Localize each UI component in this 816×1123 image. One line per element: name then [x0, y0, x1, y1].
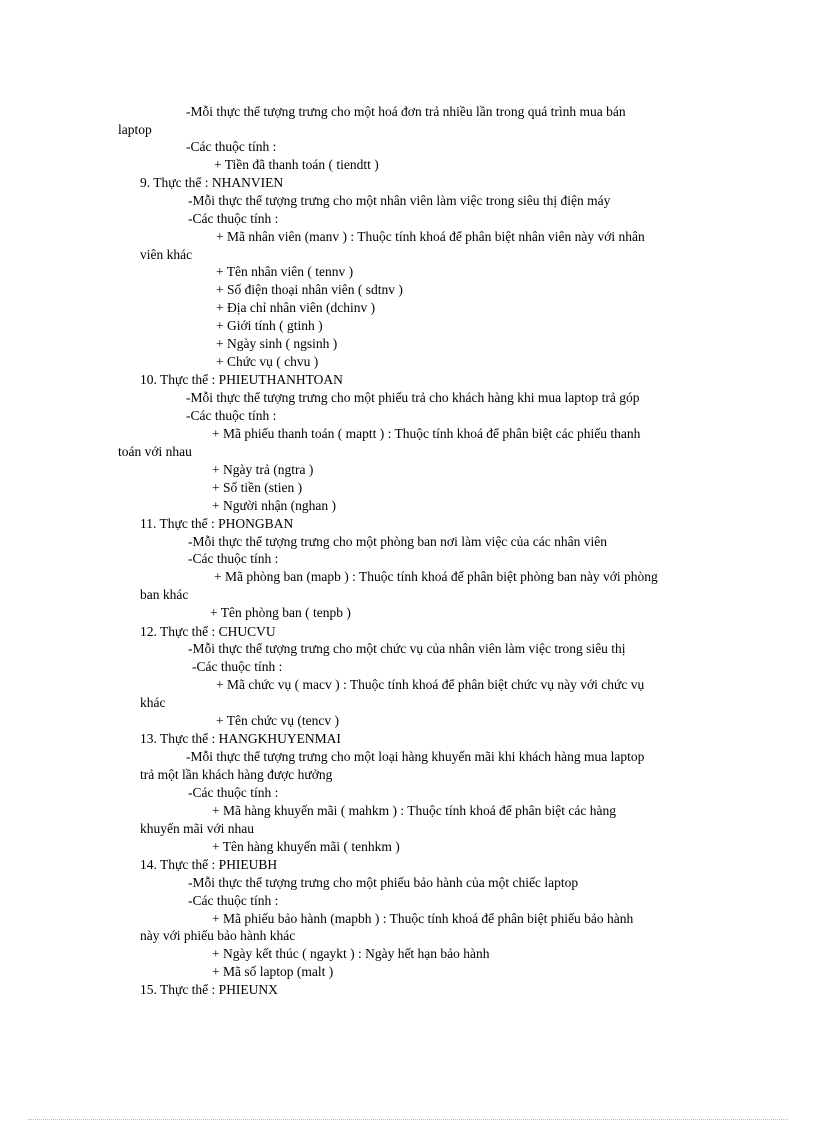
text-line: -Mỗi thực thể tượng trưng cho một nhân viên làm việc trong siêu thị điện máy	[188, 193, 611, 208]
text-line: này với phiếu bảo hành khác	[140, 928, 296, 943]
text-line: + Mã hàng khuyến mãi ( mahkm ) : Thuộc tính khoá để phân biệt các hàng	[212, 803, 617, 818]
text-line: + Ngày trả (ngtra )	[212, 462, 314, 477]
text-line: -Các thuộc tính :	[186, 139, 277, 154]
text-line: + Tên nhân viên ( tennv )	[216, 264, 354, 279]
text-line: -Mỗi thực thể tượng trưng cho một phiếu trả cho khách hàng khi mua laptop trả góp	[186, 390, 640, 405]
text-line: ban khác	[140, 587, 189, 602]
text-line: + Tên hàng khuyến mãi ( tenhkm )	[212, 839, 400, 854]
text-line: laptop	[118, 122, 152, 137]
section-heading: 14. Thực thể : PHIEUBH	[140, 857, 278, 872]
text-line: -Mỗi thực thể tượng trưng cho một hoá đơn trả nhiều lần trong quá trình mua bán	[186, 104, 626, 119]
text-line: -Các thuộc tính :	[186, 408, 277, 423]
text-line: + Tiền đã thanh toán ( tiendtt )	[214, 157, 379, 172]
text-line: + Người nhận (nghan )	[212, 498, 337, 513]
page-bottom-divider	[28, 1119, 788, 1120]
text-line: + Mã chức vụ ( macv ) : Thuộc tính khoá để phân biệt chức vụ này với chức vụ	[216, 677, 645, 692]
text-line: + Mã nhân viên (manv ) : Thuộc tính khoá để phân biệt nhân viên này với nhân	[216, 229, 645, 244]
text-line: + Số tiền (stien )	[212, 480, 303, 495]
text-line: -Mỗi thực thể tượng trưng cho một phiếu bảo hành của một chiếc laptop	[188, 875, 579, 890]
text-line: + Mã phiếu thanh toán ( maptt ) : Thuộc tính khoá để phân biệt các phiếu thanh	[212, 426, 641, 441]
text-line: -Các thuộc tính :	[192, 659, 283, 674]
text-line: viên khác	[140, 247, 193, 262]
text-line: + Tên phòng ban ( tenpb )	[210, 605, 351, 620]
text-line: + Ngày kết thúc ( ngaykt ) : Ngày hết hạn bảo hành	[212, 946, 490, 961]
section-heading: 12. Thực thể : CHUCVU	[140, 624, 276, 639]
text-line: + Địa chỉ nhân viên (dchinv )	[216, 300, 376, 315]
section-heading: 10. Thực thể : PHIEUTHANHTOAN	[140, 372, 343, 387]
text-line: -Mỗi thực thể tượng trưng cho một phòng ban nơi làm việc của các nhân viên	[188, 534, 607, 549]
text-line: -Các thuộc tính :	[188, 785, 279, 800]
text-line: -Các thuộc tính :	[188, 211, 279, 226]
text-line: + Mã phiếu bảo hành (mapbh ) : Thuộc tính khoá để phân biệt phiếu bảo hành	[212, 911, 634, 926]
text-line: + Mã phòng ban (mapb ) : Thuộc tính khoá để phân biệt phòng ban này với phòng	[214, 569, 658, 584]
text-line: + Chức vụ ( chvu )	[216, 354, 319, 369]
text-line: + Tên chức vụ (tencv )	[216, 713, 340, 728]
text-line: + Mã số laptop (malt )	[212, 964, 334, 979]
section-heading: 11. Thực thể : PHONGBAN	[140, 516, 294, 531]
text-line: -Mỗi thực thể tượng trưng cho một loại hàng khuyến mãi khi khách hàng mua laptop	[186, 749, 645, 764]
text-line: + Giới tính ( gtinh )	[216, 318, 323, 333]
text-line: + Số điện thoại nhân viên ( sdtnv )	[216, 282, 403, 297]
text-line: trả một lần khách hàng được hưởng	[140, 767, 333, 782]
text-line: + Ngày sinh ( ngsinh )	[216, 336, 338, 351]
text-line: khác	[140, 695, 166, 710]
section-heading: 13. Thực thể : HANGKHUYENMAI	[140, 731, 341, 746]
text-line: -Các thuộc tính :	[188, 893, 279, 908]
text-line: -Các thuộc tính :	[188, 551, 279, 566]
text-line: -Mỗi thực thể tượng trưng cho một chức vụ của nhân viên làm việc trong siêu thị	[188, 641, 626, 656]
section-heading: 15. Thực thể : PHIEUNX	[140, 982, 278, 997]
section-heading: 9. Thực thể : NHANVIEN	[140, 175, 284, 190]
text-line: toán với nhau	[118, 444, 192, 459]
text-line: khuyến mãi với nhau	[140, 821, 254, 836]
